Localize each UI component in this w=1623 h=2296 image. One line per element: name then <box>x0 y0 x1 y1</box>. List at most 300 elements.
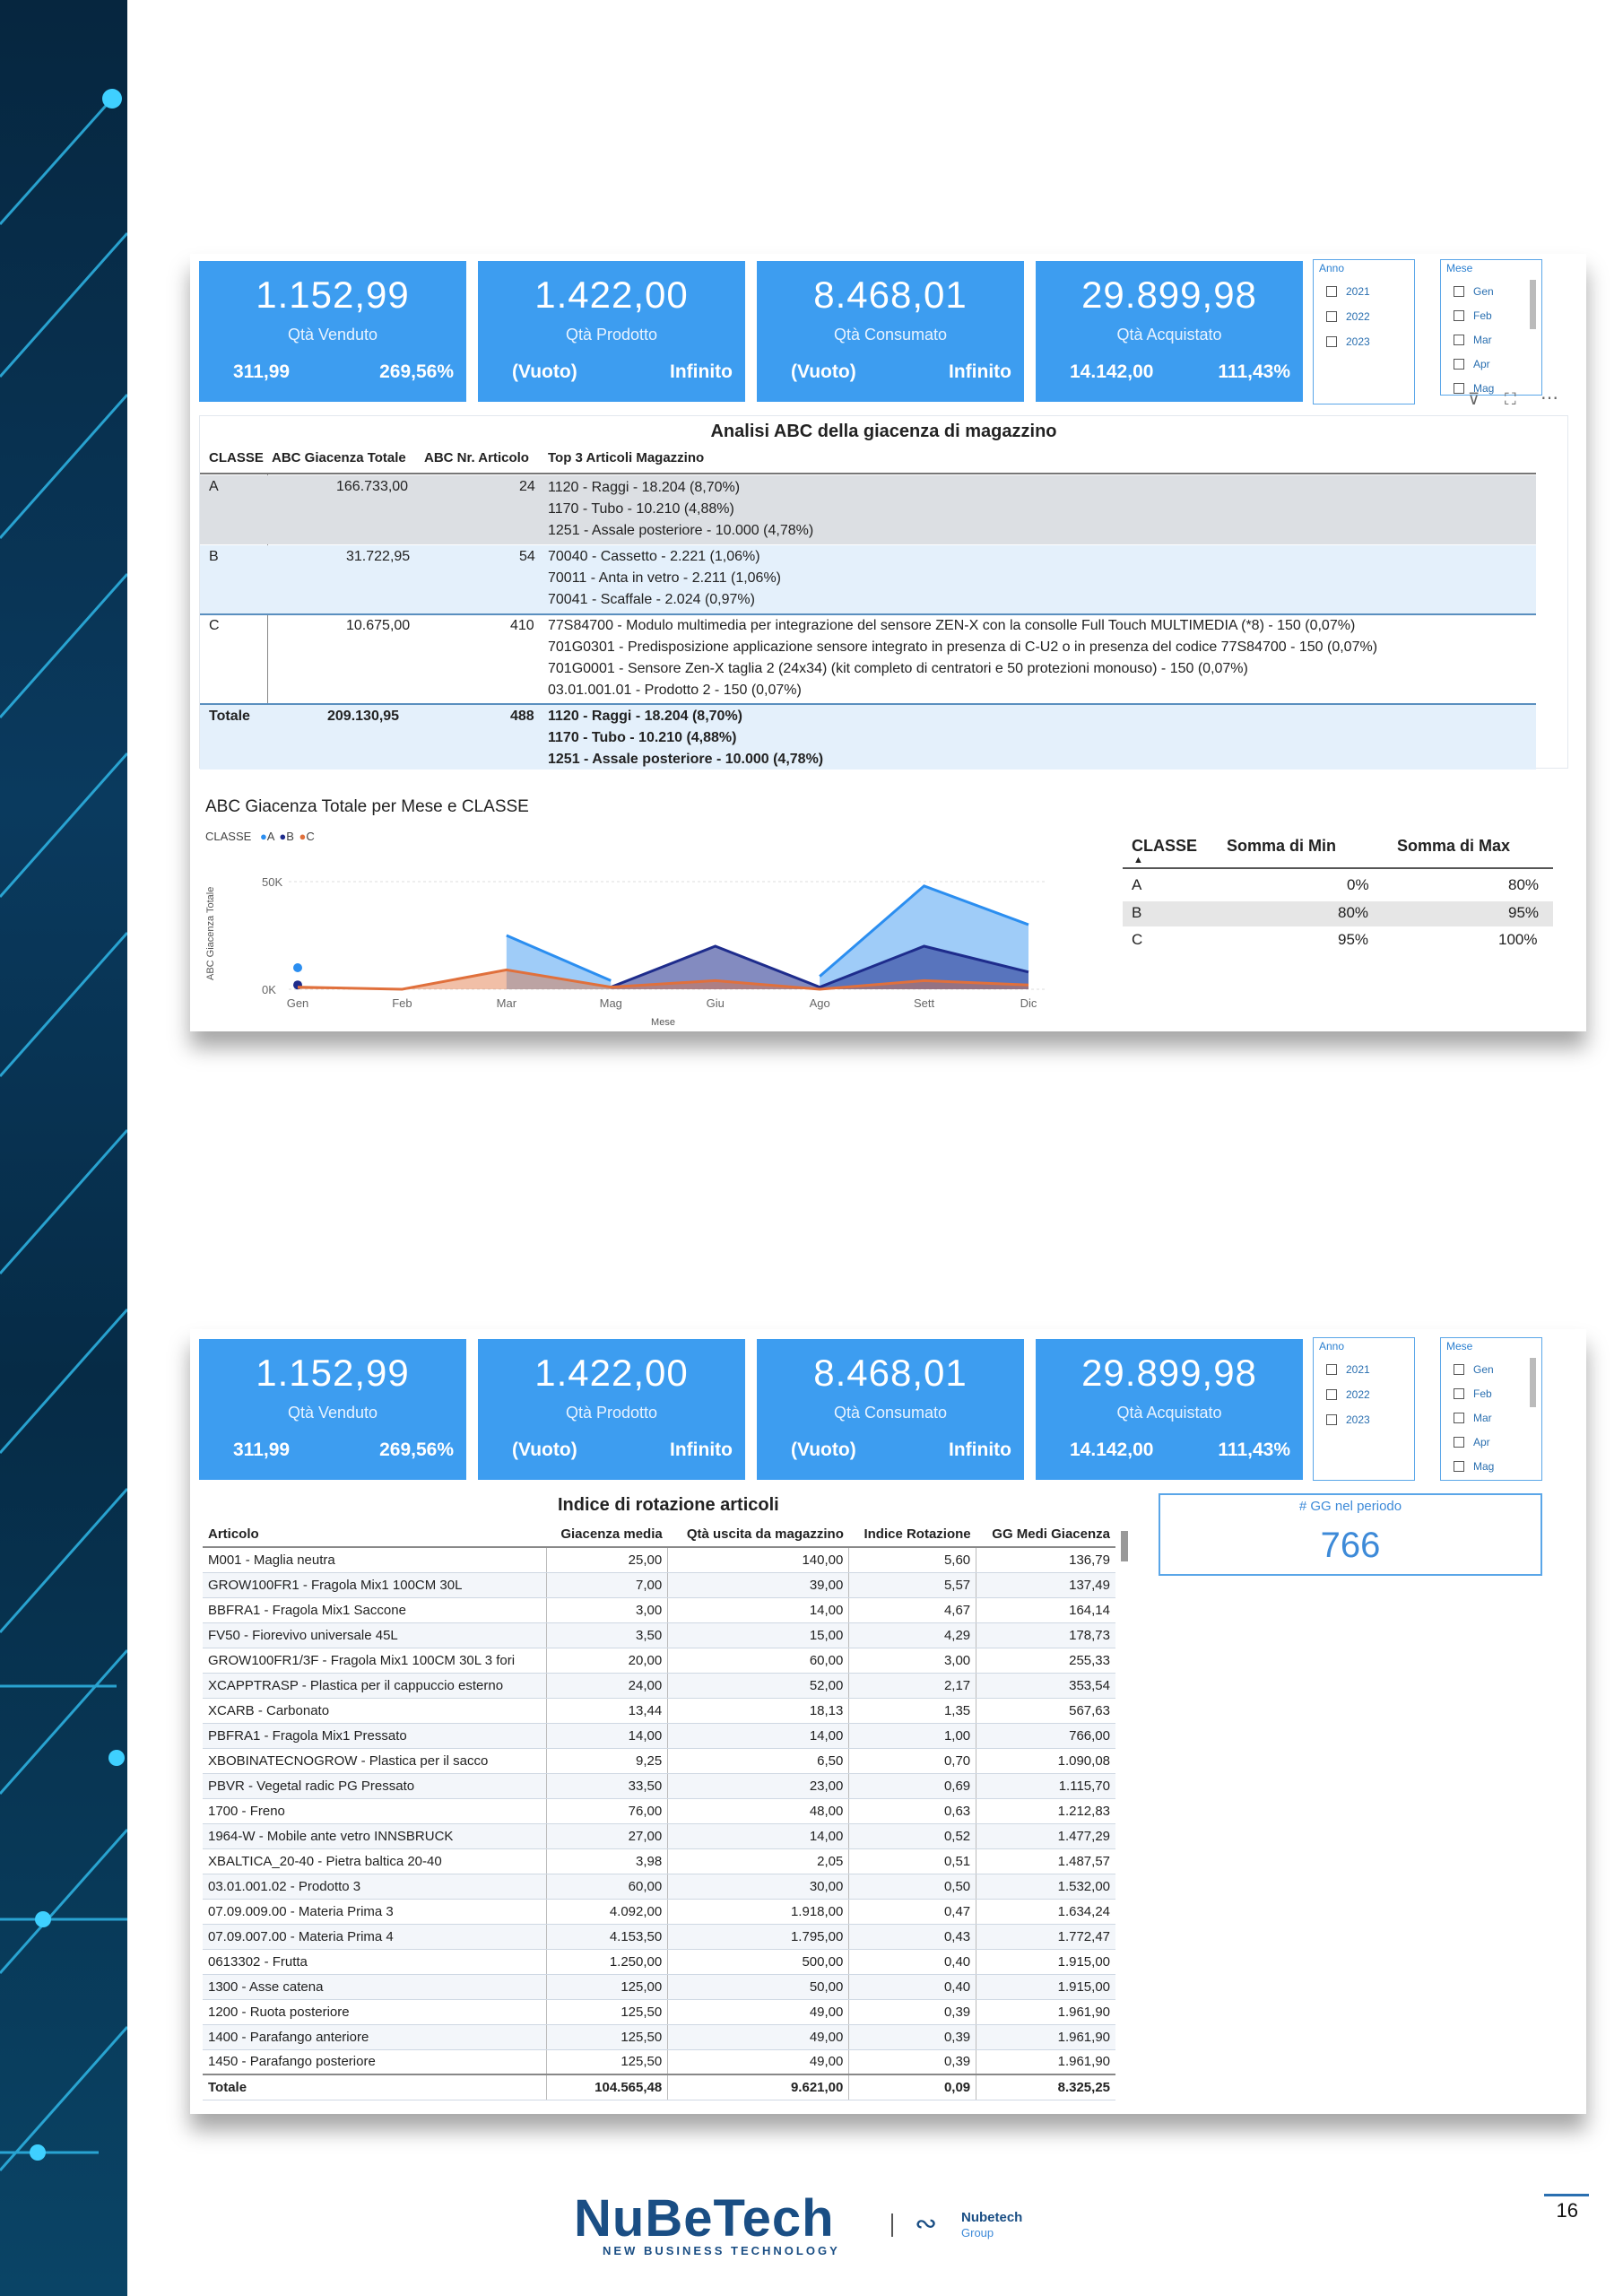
table-row[interactable] <box>203 1823 1115 1848</box>
kpi-sub-percent: Infinito <box>949 1439 1011 1460</box>
total-label: Totale <box>203 2074 546 2100</box>
checkbox-icon[interactable] <box>1326 336 1337 347</box>
kpi-label: Qtà Acquistato <box>1116 1404 1222 1422</box>
kpi-sub-value: 14.142,00 <box>1070 361 1154 382</box>
divider <box>1123 867 1553 869</box>
value-cell: 1.918,00 <box>668 1899 849 1924</box>
value-cell: 500,00 <box>668 1949 849 1974</box>
checkbox-icon[interactable] <box>1454 359 1464 370</box>
value-cell: 13,44 <box>546 1698 668 1723</box>
slicer-option-2021[interactable] <box>1326 1363 1370 1376</box>
value-cell: 0,69 <box>849 1773 976 1798</box>
table-row[interactable] <box>203 1673 1115 1698</box>
top3-line: 70011 - Anta in vetro - 2.211 (1,06%) <box>548 570 782 586</box>
value-cell: 140,00 <box>668 1547 849 1572</box>
option-label: Mag <box>1473 382 1495 395</box>
filter-icon[interactable]: ⊽ <box>1468 390 1480 408</box>
table-row[interactable] <box>203 1547 1115 1572</box>
table-row-total <box>200 703 1536 770</box>
table-row[interactable] <box>203 1924 1115 1949</box>
articolo-cell: 1400 - Parafango anteriore <box>203 2024 546 2049</box>
value-cell: 1.795,00 <box>668 1924 849 1949</box>
option-label: Gen <box>1473 1363 1494 1376</box>
table-row[interactable] <box>203 1773 1115 1798</box>
slicer-option-apr[interactable] <box>1454 358 1490 370</box>
classe-cell: C <box>209 618 220 633</box>
abc-header-top3: Top 3 Articoli Magazzino <box>548 450 705 465</box>
slicer-option-feb[interactable] <box>1454 309 1492 322</box>
value-cell: 25,00 <box>546 1547 668 1572</box>
checkbox-icon[interactable] <box>1454 1364 1464 1375</box>
gg-value: 766 <box>1320 1526 1381 1565</box>
x-tick-label: Gen <box>286 996 309 1010</box>
option-label: 2022 <box>1346 310 1370 323</box>
value-cell: 0,51 <box>849 1848 976 1874</box>
group-name: Nubetech <box>961 2210 1023 2225</box>
slicer-option-apr[interactable] <box>1454 1436 1490 1448</box>
value-cell: 125,50 <box>546 2024 668 2049</box>
value-cell: 76,00 <box>546 1798 668 1823</box>
slicer-option-2022[interactable] <box>1326 1388 1370 1401</box>
giacenza-cell: 10.675,00 <box>346 618 411 633</box>
minmax-min: 80% <box>1338 904 1369 921</box>
slicer-option-gen[interactable] <box>1454 1363 1494 1376</box>
minmax-classe: B <box>1132 904 1142 921</box>
top3-line: 1120 - Raggi - 18.204 (8,70%) <box>548 480 741 495</box>
circuit-graphic <box>0 0 127 2296</box>
mese-slicer[interactable] <box>1440 259 1542 396</box>
minmax-min: 0% <box>1347 876 1369 893</box>
value-cell: 1.532,00 <box>976 1874 1115 1899</box>
value-cell: 33,50 <box>546 1773 668 1798</box>
minmax-table <box>1123 837 1553 953</box>
group-sub: Group <box>961 2226 994 2239</box>
value-cell: 353,54 <box>976 1673 1115 1698</box>
minmax-header-max[interactable]: Somma di Max <box>1397 837 1511 855</box>
value-cell: 60,00 <box>546 1874 668 1899</box>
kpi-card-acquistato <box>1036 1339 1303 1480</box>
value-cell: 255,33 <box>976 1648 1115 1673</box>
articolo-cell: GROW100FR1/3F - Fragola Mix1 100CM 30L 3 fori <box>203 1648 546 1673</box>
table-row[interactable] <box>203 1798 1115 1823</box>
value-cell: 15,00 <box>668 1622 849 1648</box>
articolo-cell: BBFRA1 - Fragola Mix1 Saccone <box>203 1597 546 1622</box>
articolo-cell: 1300 - Asse catena <box>203 1974 546 1999</box>
checkbox-icon[interactable] <box>1454 1388 1464 1399</box>
x-tick-label: Ago <box>809 996 830 1010</box>
nubetech-group-logo-icon: ∾ <box>915 2209 938 2239</box>
checkbox-icon[interactable] <box>1454 286 1464 297</box>
abc-table-title: Analisi ABC della giacenza di magazzino <box>710 422 1057 441</box>
sort-arrow-icon: ▲ <box>1133 855 1143 865</box>
checkbox-icon[interactable] <box>1326 311 1337 322</box>
top3-line: 1251 - Assale posteriore - 10.000 (4,78%) <box>548 752 824 767</box>
total-value: 8.325,25 <box>976 2074 1115 2100</box>
value-cell: 1.250,00 <box>546 1949 668 1974</box>
slicer-title: Mese <box>1446 262 1473 274</box>
articolo-cell: XBOBINATECNOGROW - Plastica per il sacco <box>203 1748 546 1773</box>
legend-dot-b: ● <box>279 830 287 843</box>
x-tick-label: Dic <box>1020 996 1037 1010</box>
footer-logo <box>574 2188 1058 2260</box>
table-row-total <box>203 2074 1115 2100</box>
value-cell: 14,00 <box>668 1823 849 1848</box>
minmax-max: 100% <box>1498 931 1538 948</box>
value-cell: 1,00 <box>849 1723 976 1748</box>
value-cell: 4.153,50 <box>546 1924 668 1949</box>
value-cell: 7,00 <box>546 1572 668 1597</box>
minmax-max: 80% <box>1508 876 1540 893</box>
option-label: Mar <box>1473 334 1492 346</box>
page-number: 16 <box>1556 2199 1578 2222</box>
rotation-table <box>203 1522 1115 2100</box>
articolo-cell: XBALTICA_20-40 - Pietra baltica 20-40 <box>203 1848 546 1874</box>
table-row[interactable] <box>203 1848 1115 1874</box>
value-cell: 1.090,08 <box>976 1748 1115 1773</box>
kpi-value: 8.468,01 <box>813 274 968 316</box>
mese-slicer[interactable] <box>1440 1337 1542 1481</box>
kpi-label: Qtà Prodotto <box>565 326 658 344</box>
option-label: Apr <box>1473 1436 1490 1448</box>
slicer-option-mar[interactable] <box>1454 334 1492 346</box>
slicer-option-2023[interactable] <box>1326 335 1370 348</box>
checkbox-icon[interactable] <box>1454 1461 1464 1472</box>
value-cell: 49,00 <box>668 1999 849 2024</box>
articolo-cell: PBVR - Vegetal radic PG Pressato <box>203 1773 546 1798</box>
value-cell: 1.961,90 <box>976 1999 1115 2024</box>
table-row[interactable] <box>203 1974 1115 1999</box>
kpi-sub-value: (Vuoto) <box>512 1439 577 1460</box>
kpi-card-consumato <box>757 1339 1024 1480</box>
legend-title: CLASSE <box>205 830 252 843</box>
articolo-cell: 1450 - Parafango posteriore <box>203 2049 546 2074</box>
rotation-table-wrap <box>203 1522 1128 2105</box>
legend-label-c: C <box>306 830 315 843</box>
kpi-value: 1.422,00 <box>534 1352 689 1394</box>
value-cell: 1,35 <box>849 1698 976 1723</box>
kpi-sub-percent: 269,56% <box>379 361 454 382</box>
checkbox-icon[interactable] <box>1326 286 1337 297</box>
y-tick-label: 50K <box>262 875 283 889</box>
checkbox-icon[interactable] <box>1326 1389 1337 1400</box>
checkbox-icon[interactable] <box>1454 310 1464 321</box>
top3-line: 1170 - Tubo - 10.210 (4,88%) <box>548 730 737 745</box>
value-cell: 5,57 <box>849 1572 976 1597</box>
x-tick-label: Mar <box>496 996 517 1010</box>
value-cell: 1.477,29 <box>976 1823 1115 1848</box>
kpi-sub-value: (Vuoto) <box>791 361 856 382</box>
value-cell: 24,00 <box>546 1673 668 1698</box>
kpi-card-acquistato <box>1036 261 1303 402</box>
kpi-sub-value: (Vuoto) <box>512 361 577 382</box>
value-cell: 0,50 <box>849 1874 976 1899</box>
table-row[interactable] <box>203 1622 1115 1648</box>
data-point <box>293 963 302 972</box>
kpi-sub-percent: 269,56% <box>379 1439 454 1460</box>
top3-line: 77S84700 - Modulo multimedia per integrazione del sensore ZEN-X con la consolle Full Touch MULTIMEDIA (*8) - 150 (0,07%) <box>548 618 1356 633</box>
value-cell: 4,29 <box>849 1622 976 1648</box>
abc-header-nr: ABC Nr. Articolo <box>424 450 529 465</box>
value-cell: 1.915,00 <box>976 1949 1115 1974</box>
table-row[interactable] <box>203 1999 1115 2024</box>
option-label: Mag <box>1473 1460 1495 1473</box>
minmax-header-classe[interactable]: CLASSE <box>1132 837 1198 855</box>
value-cell: 137,49 <box>976 1572 1115 1597</box>
value-cell: 3,50 <box>546 1622 668 1648</box>
articolo-cell: 1700 - Freno <box>203 1798 546 1823</box>
table-row[interactable] <box>203 1572 1115 1597</box>
value-cell: 2,17 <box>849 1673 976 1698</box>
value-cell: 1.915,00 <box>976 1974 1115 1999</box>
option-label: Feb <box>1473 1387 1492 1400</box>
slicer-scrollbar[interactable] <box>1530 1358 1536 1407</box>
area-chart <box>190 855 1087 1034</box>
option-label: Mar <box>1473 1412 1492 1424</box>
table-row[interactable] <box>203 1698 1115 1723</box>
abc-table <box>199 415 1568 769</box>
table-scrollbar[interactable] <box>1121 1531 1128 1561</box>
slicer-scrollbar[interactable] <box>1530 280 1536 329</box>
kpi-label: Qtà Venduto <box>287 1404 378 1422</box>
anno-slicer[interactable] <box>1313 259 1415 404</box>
value-cell: 18,13 <box>668 1698 849 1723</box>
top3-line: 1170 - Tubo - 10.210 (4,88%) <box>548 501 734 517</box>
value-cell: 3,00 <box>546 1597 668 1622</box>
value-cell: 0,52 <box>849 1823 976 1848</box>
header-gg-medi[interactable]: GG Medi Giacenza <box>976 1522 1115 1547</box>
table-row[interactable] <box>203 1899 1115 1924</box>
option-label: Feb <box>1473 309 1492 322</box>
header-qta-uscita[interactable]: Qtà uscita da magazzino <box>668 1522 849 1547</box>
value-cell: 52,00 <box>668 1673 849 1698</box>
kpi-label: Qtà Consumato <box>833 1404 948 1422</box>
top3-line: 03.01.001.01 - Prodotto 2 - 150 (0,07%) <box>548 683 802 698</box>
value-cell: 0,39 <box>849 2024 976 2049</box>
kpi-label: Qtà Venduto <box>287 326 378 344</box>
value-cell: 4,67 <box>849 1597 976 1622</box>
value-cell: 5,60 <box>849 1547 976 1572</box>
top3-line: 701G0001 - Sensore Zen-X taglia 2 (24x34) (kit completo di centratori e 50 protezioni monouso) - 150 (0,07%) <box>548 661 1248 676</box>
table-row[interactable] <box>203 1597 1115 1622</box>
slicer-title: Mese <box>1446 1340 1473 1352</box>
kpi-sub-value: 311,99 <box>233 361 291 382</box>
table-row[interactable] <box>203 2024 1115 2049</box>
option-label: 2021 <box>1346 285 1370 298</box>
slicer-option-mag[interactable] <box>1454 1460 1494 1473</box>
table-row[interactable] <box>203 2049 1115 2074</box>
table-header-row <box>203 1522 1115 1547</box>
option-label: 2023 <box>1346 1413 1370 1426</box>
value-cell: 14,00 <box>668 1597 849 1622</box>
value-cell: 60,00 <box>668 1648 849 1673</box>
articolo-cell: XCAPPTRASP - Plastica per il cappuccio esterno <box>203 1673 546 1698</box>
header-articolo[interactable]: Articolo <box>203 1522 546 1547</box>
x-tick-label: Giu <box>706 996 725 1010</box>
checkbox-icon[interactable] <box>1454 1437 1464 1448</box>
value-cell: 23,00 <box>668 1773 849 1798</box>
header-indice-rotazione[interactable]: Indice Rotazione <box>849 1522 976 1547</box>
value-cell: 1.634,24 <box>976 1899 1115 1924</box>
slicer-option-mar[interactable] <box>1454 1412 1492 1424</box>
kpi-sub-value: 14.142,00 <box>1070 1439 1154 1460</box>
minmax-classe: C <box>1132 931 1143 948</box>
articolo-cell: M001 - Maglia neutra <box>203 1547 546 1572</box>
divider <box>891 2213 893 2237</box>
value-cell: 1.487,57 <box>976 1848 1115 1874</box>
kpi-value: 1.422,00 <box>534 274 689 316</box>
value-cell: 125,50 <box>546 1999 668 2024</box>
giacenza-cell: 166.733,00 <box>336 479 409 494</box>
kpi-value: 1.152,99 <box>256 1352 410 1394</box>
total-nr: 488 <box>510 709 534 724</box>
articolo-cell: 0613302 - Frutta <box>203 1949 546 1974</box>
table-row[interactable] <box>203 1949 1115 1974</box>
articolo-cell: 07.09.009.00 - Materia Prima 3 <box>203 1899 546 1924</box>
value-cell: 0,40 <box>849 1949 976 1974</box>
rotation-table-title: Indice di rotazione articoli <box>558 1495 779 1515</box>
kpi-sub-percent: Infinito <box>670 1439 733 1460</box>
value-cell: 136,79 <box>976 1547 1115 1572</box>
articolo-cell: PBFRA1 - Fragola Mix1 Pressato <box>203 1723 546 1748</box>
value-cell: 49,00 <box>668 2024 849 2049</box>
focus-mode-icon[interactable]: ⛶ <box>1505 390 1516 408</box>
option-label: 2023 <box>1346 335 1370 348</box>
legend-dot-c: ● <box>299 830 307 843</box>
slicer-option-2022[interactable] <box>1326 310 1370 323</box>
top3-line: 70040 - Cassetto - 2.221 (1,06%) <box>548 549 760 564</box>
articolo-cell: GROW100FR1 - Fragola Mix1 100CM 30L <box>203 1572 546 1597</box>
kpi-label: Qtà Prodotto <box>565 1404 658 1422</box>
slicer-option-feb[interactable] <box>1454 1387 1492 1400</box>
value-cell: 1.115,70 <box>976 1773 1115 1798</box>
top3-line: 701G0301 - Predisposizione applicazione sensore integrato in presenza di C-U2 o in presenza del codice 77S84700 - 150 (0,07%) <box>548 639 1378 655</box>
table-row[interactable] <box>203 1723 1115 1748</box>
legend-label-a: A <box>266 830 274 843</box>
minmax-header-min[interactable]: Somma di Min <box>1227 837 1337 855</box>
kpi-sub-percent: 111,43% <box>1218 361 1290 382</box>
value-cell: 125,50 <box>546 2049 668 2074</box>
gg-card <box>1159 1493 1542 1576</box>
value-cell: 27,00 <box>546 1823 668 1848</box>
slicer-option-2023[interactable] <box>1326 1413 1370 1426</box>
articolo-cell: 1964-W - Mobile ante vetro INNSBRUCK <box>203 1823 546 1848</box>
value-cell: 1.212,83 <box>976 1798 1115 1823</box>
top3-line: 70041 - Scaffale - 2.024 (0,97%) <box>548 592 755 607</box>
nr-cell: 410 <box>510 618 534 633</box>
articolo-cell: 1200 - Ruota posteriore <box>203 1999 546 2024</box>
dashboard-abc-panel <box>190 254 1586 1031</box>
abc-header-classe: CLASSE <box>209 450 264 465</box>
kpi-sub-value: (Vuoto) <box>791 1439 856 1460</box>
checkbox-icon[interactable] <box>1326 1414 1337 1425</box>
kpi-card-venduto <box>199 261 466 402</box>
value-cell: 30,00 <box>668 1874 849 1899</box>
legend-dot-a: ● <box>259 830 267 843</box>
slicer-title: Anno <box>1319 1340 1345 1352</box>
value-cell: 0,39 <box>849 1999 976 2024</box>
chart-legend <box>205 830 315 843</box>
value-cell: 1.772,47 <box>976 1924 1115 1949</box>
value-cell: 0,70 <box>849 1748 976 1773</box>
value-cell: 0,39 <box>849 2049 976 2074</box>
kpi-sub-value: 311,99 <box>233 1439 291 1460</box>
dashboard-rotation-panel <box>190 1329 1586 2114</box>
more-options-icon[interactable]: ⋯ <box>1541 388 1558 408</box>
slicer-title: Anno <box>1319 262 1345 274</box>
kpi-sub-percent: Infinito <box>670 361 733 382</box>
anno-slicer[interactable] <box>1313 1337 1415 1481</box>
total-giacenza: 209.130,95 <box>327 709 400 724</box>
chart-title: ABC Giacenza Totale per Mese e CLASSE <box>205 797 529 816</box>
kpi-value: 1.152,99 <box>256 274 410 316</box>
divider <box>200 613 1536 615</box>
value-cell: 0,63 <box>849 1798 976 1823</box>
kpi-card-consumato <box>757 261 1024 402</box>
minmax-classe: A <box>1132 876 1142 893</box>
value-cell: 14,00 <box>546 1723 668 1748</box>
kpi-label: Qtà Consumato <box>833 326 948 344</box>
option-label: Apr <box>1473 358 1490 370</box>
divider <box>200 473 1536 474</box>
total-value: 104.565,48 <box>546 2074 668 2100</box>
checkbox-icon[interactable] <box>1454 335 1464 345</box>
value-cell: 3,98 <box>546 1848 668 1874</box>
value-cell: 6,50 <box>668 1748 849 1773</box>
value-cell: 766,00 <box>976 1723 1115 1748</box>
checkbox-icon[interactable] <box>1454 1413 1464 1423</box>
total-value: 0,09 <box>849 2074 976 2100</box>
kpi-value: 8.468,01 <box>813 1352 968 1394</box>
value-cell: 567,63 <box>976 1698 1115 1723</box>
classe-cell: A <box>209 479 219 494</box>
header-giacenza-media[interactable]: Giacenza media <box>546 1522 668 1547</box>
x-axis-label: Mese <box>651 1017 675 1028</box>
nr-cell: 54 <box>519 549 535 564</box>
articolo-cell: XCARB - Carbonato <box>203 1698 546 1723</box>
kpi-sub-percent: Infinito <box>949 361 1011 382</box>
slicer-option-gen[interactable] <box>1454 285 1494 298</box>
kpi-value: 29.899,98 <box>1081 274 1257 316</box>
x-tick-label: Feb <box>392 996 412 1010</box>
total-value: 9.621,00 <box>668 2074 849 2100</box>
top3-line: 1120 - Raggi - 18.204 (8,70%) <box>548 709 742 724</box>
articolo-cell: FV50 - Fiorevivo universale 45L <box>203 1622 546 1648</box>
table-row[interactable] <box>203 1748 1115 1773</box>
top3-line: 1251 - Assale posteriore - 10.000 (4,78%) <box>548 523 814 538</box>
articolo-cell: 03.01.001.02 - Prodotto 3 <box>203 1874 546 1899</box>
checkbox-icon[interactable] <box>1326 1364 1337 1375</box>
minmax-max: 95% <box>1508 904 1540 921</box>
total-label: Totale <box>209 709 250 724</box>
y-tick-label: 0K <box>262 983 276 996</box>
gg-label: # GG nel periodo <box>1298 1499 1402 1514</box>
kpi-card-venduto <box>199 1339 466 1480</box>
table-row[interactable] <box>203 1648 1115 1673</box>
value-cell: 48,00 <box>668 1798 849 1823</box>
kpi-label: Qtà Acquistato <box>1116 326 1222 344</box>
brand-name: NuBeTech <box>574 2189 835 2248</box>
value-cell: 2,05 <box>668 1848 849 1874</box>
nr-cell: 24 <box>519 479 535 494</box>
value-cell: 20,00 <box>546 1648 668 1673</box>
checkbox-icon[interactable] <box>1454 383 1464 394</box>
decorative-circuit-strip <box>0 0 127 2296</box>
table-row[interactable] <box>203 1874 1115 1899</box>
kpi-sub-percent: 111,43% <box>1218 1439 1290 1460</box>
slicer-option-2021[interactable] <box>1326 285 1370 298</box>
value-cell: 0,47 <box>849 1899 976 1924</box>
value-cell: 164,14 <box>976 1597 1115 1622</box>
